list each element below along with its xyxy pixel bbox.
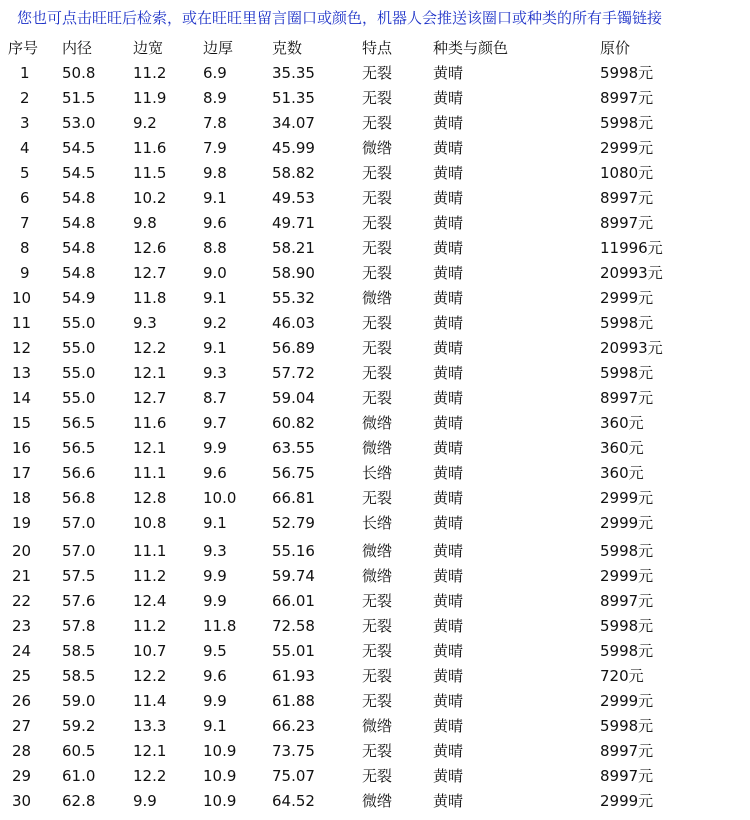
header-index: 序号	[8, 39, 39, 57]
cell-width: 11.6	[133, 414, 167, 432]
cell-type-color: 黄晴	[433, 139, 464, 157]
cell-feature: 无裂	[362, 89, 393, 107]
cell-weight: 45.99	[272, 139, 315, 157]
table-row	[0, 211, 750, 236]
cell-index: 8	[20, 239, 30, 257]
cell-feature: 无裂	[362, 264, 393, 282]
cell-price: 5998元	[600, 114, 654, 132]
table-row	[0, 714, 750, 739]
cell-feature: 微绺	[362, 567, 393, 585]
table-row	[0, 639, 750, 664]
cell-inner-diameter: 54.8	[62, 189, 96, 207]
cell-index: 5	[20, 164, 30, 182]
cell-thickness: 9.5	[203, 642, 227, 660]
cell-type-color: 黄晴	[433, 667, 464, 685]
cell-weight: 56.75	[272, 464, 315, 482]
cell-type-color: 黄晴	[433, 239, 464, 257]
cell-thickness: 7.8	[203, 114, 227, 132]
cell-price: 5998元	[600, 642, 654, 660]
cell-index: 25	[12, 667, 32, 685]
cell-thickness: 10.0	[203, 489, 237, 507]
cell-price: 2999元	[600, 692, 654, 710]
cell-weight: 66.01	[272, 592, 315, 610]
header-type-color: 种类与颜色	[433, 39, 509, 57]
cell-index: 23	[12, 617, 32, 635]
cell-feature: 微绺	[362, 542, 393, 560]
cell-weight: 61.93	[272, 667, 315, 685]
cell-price: 360元	[600, 439, 644, 457]
cell-index: 13	[12, 364, 32, 382]
cell-thickness: 9.3	[203, 364, 227, 382]
cell-index: 22	[12, 592, 32, 610]
cell-thickness: 9.1	[203, 339, 227, 357]
cell-inner-diameter: 58.5	[62, 642, 96, 660]
cell-width: 11.2	[133, 567, 167, 585]
cell-thickness: 9.9	[203, 592, 227, 610]
cell-price: 11996元	[600, 239, 663, 257]
cell-inner-diameter: 54.9	[62, 289, 96, 307]
cell-index: 29	[12, 767, 32, 785]
cell-index: 10	[12, 289, 32, 307]
cell-index: 21	[12, 567, 32, 585]
cell-feature: 无裂	[362, 364, 393, 382]
cell-weight: 72.58	[272, 617, 315, 635]
cell-weight: 61.88	[272, 692, 315, 710]
table-row	[0, 161, 750, 186]
cell-width: 11.1	[133, 464, 167, 482]
cell-weight: 59.04	[272, 389, 315, 407]
table-row	[0, 186, 750, 211]
cell-feature: 微绺	[362, 139, 393, 157]
cell-thickness: 9.6	[203, 667, 227, 685]
cell-weight: 49.71	[272, 214, 315, 232]
cell-index: 19	[12, 514, 32, 532]
cell-inner-diameter: 56.6	[62, 464, 96, 482]
cell-price: 5998元	[600, 64, 654, 82]
cell-feature: 微绺	[362, 414, 393, 432]
notice-text: 您也可点击旺旺后检索，或在旺旺里留言圈口或颜色，机器人会推送该圈口或种类的所有手镯链接	[17, 9, 663, 27]
cell-type-color: 黄晴	[433, 264, 464, 282]
cell-weight: 55.32	[272, 289, 315, 307]
cell-thickness: 10.9	[203, 742, 237, 760]
table-row	[0, 86, 750, 111]
cell-inner-diameter: 55.0	[62, 389, 96, 407]
table-row	[0, 589, 750, 614]
cell-price: 2999元	[600, 567, 654, 585]
cell-index: 7	[20, 214, 30, 232]
cell-weight: 55.16	[272, 542, 315, 560]
cell-weight: 49.53	[272, 189, 315, 207]
table-body	[0, 61, 750, 814]
table-row	[0, 461, 750, 486]
cell-weight: 58.82	[272, 164, 315, 182]
cell-inner-diameter: 53.0	[62, 114, 96, 132]
cell-thickness: 9.9	[203, 567, 227, 585]
table-row	[0, 539, 750, 564]
cell-thickness: 10.9	[203, 792, 237, 810]
cell-thickness: 8.7	[203, 389, 227, 407]
cell-width: 11.5	[133, 164, 167, 182]
cell-inner-diameter: 60.5	[62, 742, 96, 760]
cell-inner-diameter: 57.5	[62, 567, 96, 585]
cell-price: 2999元	[600, 514, 654, 532]
cell-feature: 无裂	[362, 642, 393, 660]
header-inner-diameter: 内径	[62, 39, 93, 57]
cell-weight: 51.35	[272, 89, 315, 107]
cell-type-color: 黄晴	[433, 89, 464, 107]
cell-index: 2	[20, 89, 30, 107]
cell-type-color: 黄晴	[433, 64, 464, 82]
cell-thickness: 10.9	[203, 767, 237, 785]
cell-index: 27	[12, 717, 32, 735]
cell-type-color: 黄晴	[433, 339, 464, 357]
cell-price: 720元	[600, 667, 644, 685]
cell-type-color: 黄晴	[433, 164, 464, 182]
table-row	[0, 436, 750, 461]
table-row	[0, 689, 750, 714]
cell-type-color: 黄晴	[433, 414, 464, 432]
cell-weight: 55.01	[272, 642, 315, 660]
cell-width: 10.7	[133, 642, 167, 660]
cell-type-color: 黄晴	[433, 489, 464, 507]
cell-price: 8997元	[600, 189, 654, 207]
cell-inner-diameter: 57.6	[62, 592, 96, 610]
cell-weight: 75.07	[272, 767, 315, 785]
cell-price: 5998元	[600, 542, 654, 560]
cell-thickness: 9.9	[203, 439, 227, 457]
cell-thickness: 9.2	[203, 314, 227, 332]
table-row	[0, 764, 750, 789]
table-row	[0, 311, 750, 336]
cell-thickness: 8.8	[203, 239, 227, 257]
cell-width: 12.7	[133, 389, 167, 407]
bangle-table	[0, 36, 750, 814]
cell-type-color: 黄晴	[433, 742, 464, 760]
cell-width: 9.3	[133, 314, 157, 332]
cell-width: 11.8	[133, 289, 167, 307]
cell-feature: 无裂	[362, 667, 393, 685]
cell-width: 9.2	[133, 114, 157, 132]
cell-type-color: 黄晴	[433, 364, 464, 382]
cell-price: 2999元	[600, 289, 654, 307]
table-row	[0, 739, 750, 764]
cell-price: 2999元	[600, 792, 654, 810]
cell-width: 9.8	[133, 214, 157, 232]
cell-weight: 66.23	[272, 717, 315, 735]
cell-inner-diameter: 61.0	[62, 767, 96, 785]
header-price: 原价	[600, 39, 631, 57]
cell-thickness: 9.1	[203, 289, 227, 307]
table-row	[0, 789, 750, 814]
cell-thickness: 8.9	[203, 89, 227, 107]
cell-inner-diameter: 56.5	[62, 439, 96, 457]
cell-width: 12.2	[133, 767, 167, 785]
header-feature: 特点	[362, 39, 393, 57]
cell-weight: 52.79	[272, 514, 315, 532]
cell-type-color: 黄晴	[433, 189, 464, 207]
cell-price: 20993元	[600, 264, 663, 282]
cell-weight: 64.52	[272, 792, 315, 810]
cell-inner-diameter: 57.0	[62, 514, 96, 532]
cell-index: 3	[20, 114, 30, 132]
cell-feature: 长绺	[362, 464, 393, 482]
cell-weight: 66.81	[272, 489, 315, 507]
table-row	[0, 614, 750, 639]
cell-inner-diameter: 54.8	[62, 264, 96, 282]
cell-feature: 无裂	[362, 339, 393, 357]
cell-width: 10.8	[133, 514, 167, 532]
cell-inner-diameter: 57.0	[62, 542, 96, 560]
cell-feature: 无裂	[362, 389, 393, 407]
cell-price: 8997元	[600, 742, 654, 760]
cell-thickness: 9.1	[203, 189, 227, 207]
table-row	[0, 136, 750, 161]
cell-index: 16	[12, 439, 32, 457]
cell-type-color: 黄晴	[433, 542, 464, 560]
cell-inner-diameter: 54.8	[62, 214, 96, 232]
cell-price: 8997元	[600, 389, 654, 407]
table-row	[0, 286, 750, 311]
cell-weight: 58.21	[272, 239, 315, 257]
cell-feature: 无裂	[362, 617, 393, 635]
cell-price: 20993元	[600, 339, 663, 357]
cell-type-color: 黄晴	[433, 592, 464, 610]
cell-inner-diameter: 55.0	[62, 314, 96, 332]
cell-feature: 无裂	[362, 592, 393, 610]
cell-index: 20	[12, 542, 32, 560]
cell-type-color: 黄晴	[433, 114, 464, 132]
cell-feature: 无裂	[362, 214, 393, 232]
cell-thickness: 9.8	[203, 164, 227, 182]
table-row	[0, 564, 750, 589]
header-weight: 克数	[272, 39, 303, 57]
cell-index: 12	[12, 339, 32, 357]
cell-price: 5998元	[600, 314, 654, 332]
cell-type-color: 黄晴	[433, 642, 464, 660]
cell-feature: 无裂	[362, 767, 393, 785]
cell-width: 11.9	[133, 89, 167, 107]
cell-feature: 无裂	[362, 189, 393, 207]
table-row	[0, 511, 750, 536]
table-row	[0, 664, 750, 689]
cell-weight: 60.82	[272, 414, 315, 432]
cell-feature: 无裂	[362, 489, 393, 507]
cell-price: 5998元	[600, 617, 654, 635]
cell-type-color: 黄晴	[433, 617, 464, 635]
cell-thickness: 9.1	[203, 514, 227, 532]
cell-inner-diameter: 56.5	[62, 414, 96, 432]
cell-price: 8997元	[600, 214, 654, 232]
cell-width: 11.4	[133, 692, 167, 710]
cell-price: 1080元	[600, 164, 654, 182]
cell-price: 360元	[600, 414, 644, 432]
cell-inner-diameter: 59.0	[62, 692, 96, 710]
cell-inner-diameter: 55.0	[62, 339, 96, 357]
cell-index: 17	[12, 464, 32, 482]
table-row	[0, 411, 750, 436]
cell-type-color: 黄晴	[433, 692, 464, 710]
cell-type-color: 黄晴	[433, 514, 464, 532]
cell-width: 12.2	[133, 667, 167, 685]
table-row	[0, 336, 750, 361]
cell-weight: 46.03	[272, 314, 315, 332]
cell-inner-diameter: 62.8	[62, 792, 96, 810]
cell-weight: 56.89	[272, 339, 315, 357]
header-width: 边宽	[133, 39, 164, 57]
table-row	[0, 261, 750, 286]
cell-type-color: 黄晴	[433, 767, 464, 785]
cell-feature: 无裂	[362, 64, 393, 82]
cell-width: 11.6	[133, 139, 167, 157]
cell-thickness: 9.6	[203, 214, 227, 232]
table-row	[0, 386, 750, 411]
header-thickness: 边厚	[203, 39, 234, 57]
cell-index: 14	[12, 389, 32, 407]
cell-feature: 无裂	[362, 239, 393, 257]
cell-weight: 59.74	[272, 567, 315, 585]
cell-weight: 73.75	[272, 742, 315, 760]
cell-thickness: 9.3	[203, 542, 227, 560]
cell-weight: 57.72	[272, 364, 315, 382]
cell-width: 12.2	[133, 339, 167, 357]
cell-feature: 长绺	[362, 514, 393, 532]
cell-width: 12.8	[133, 489, 167, 507]
cell-inner-diameter: 59.2	[62, 717, 96, 735]
cell-weight: 58.90	[272, 264, 315, 282]
cell-feature: 微绺	[362, 439, 393, 457]
cell-feature: 微绺	[362, 289, 393, 307]
cell-inner-diameter: 50.8	[62, 64, 96, 82]
cell-feature: 无裂	[362, 114, 393, 132]
cell-index: 11	[12, 314, 32, 332]
cell-thickness: 9.6	[203, 464, 227, 482]
cell-index: 18	[12, 489, 32, 507]
cell-inner-diameter: 51.5	[62, 89, 96, 107]
cell-width: 11.2	[133, 64, 167, 82]
cell-width: 9.9	[133, 792, 157, 810]
cell-price: 2999元	[600, 139, 654, 157]
cell-type-color: 黄晴	[433, 567, 464, 585]
cell-thickness: 7.9	[203, 139, 227, 157]
cell-index: 15	[12, 414, 32, 432]
cell-inner-diameter: 57.8	[62, 617, 96, 635]
cell-inner-diameter: 56.8	[62, 489, 96, 507]
cell-price: 8997元	[600, 592, 654, 610]
cell-thickness: 9.9	[203, 692, 227, 710]
table-row	[0, 361, 750, 386]
cell-type-color: 黄晴	[433, 389, 464, 407]
cell-index: 30	[12, 792, 32, 810]
cell-type-color: 黄晴	[433, 439, 464, 457]
cell-thickness: 9.0	[203, 264, 227, 282]
table-header-row	[0, 36, 750, 61]
cell-price: 5998元	[600, 364, 654, 382]
cell-type-color: 黄晴	[433, 214, 464, 232]
cell-width: 12.1	[133, 439, 167, 457]
cell-type-color: 黄晴	[433, 314, 464, 332]
cell-weight: 63.55	[272, 439, 315, 457]
cell-price: 8997元	[600, 89, 654, 107]
cell-inner-diameter: 54.5	[62, 164, 96, 182]
cell-width: 12.4	[133, 592, 167, 610]
cell-width: 12.6	[133, 239, 167, 257]
table-row	[0, 236, 750, 261]
cell-feature: 无裂	[362, 692, 393, 710]
cell-thickness: 9.7	[203, 414, 227, 432]
cell-width: 12.1	[133, 742, 167, 760]
cell-index: 26	[12, 692, 32, 710]
cell-type-color: 黄晴	[433, 464, 464, 482]
cell-width: 12.7	[133, 264, 167, 282]
cell-thickness: 6.9	[203, 64, 227, 82]
table-row	[0, 486, 750, 511]
cell-index: 24	[12, 642, 32, 660]
table-row	[0, 111, 750, 136]
cell-type-color: 黄晴	[433, 289, 464, 307]
cell-width: 12.1	[133, 364, 167, 382]
cell-type-color: 黄晴	[433, 717, 464, 735]
cell-inner-diameter: 54.5	[62, 139, 96, 157]
cell-width: 11.2	[133, 617, 167, 635]
cell-weight: 34.07	[272, 114, 315, 132]
cell-price: 360元	[600, 464, 644, 482]
cell-index: 9	[20, 264, 30, 282]
cell-weight: 35.35	[272, 64, 315, 82]
cell-feature: 无裂	[362, 742, 393, 760]
cell-feature: 无裂	[362, 314, 393, 332]
cell-index: 4	[20, 139, 30, 157]
cell-inner-diameter: 54.8	[62, 239, 96, 257]
cell-index: 1	[20, 64, 30, 82]
cell-width: 11.1	[133, 542, 167, 560]
cell-inner-diameter: 58.5	[62, 667, 96, 685]
table-row	[0, 61, 750, 86]
cell-feature: 微绺	[362, 792, 393, 810]
cell-width: 13.3	[133, 717, 167, 735]
cell-type-color: 黄晴	[433, 792, 464, 810]
cell-index: 28	[12, 742, 32, 760]
cell-thickness: 11.8	[203, 617, 237, 635]
cell-price: 5998元	[600, 717, 654, 735]
cell-inner-diameter: 55.0	[62, 364, 96, 382]
cell-index: 6	[20, 189, 30, 207]
cell-feature: 微绺	[362, 717, 393, 735]
cell-price: 2999元	[600, 489, 654, 507]
cell-width: 10.2	[133, 189, 167, 207]
cell-thickness: 9.1	[203, 717, 227, 735]
cell-price: 8997元	[600, 767, 654, 785]
cell-feature: 无裂	[362, 164, 393, 182]
